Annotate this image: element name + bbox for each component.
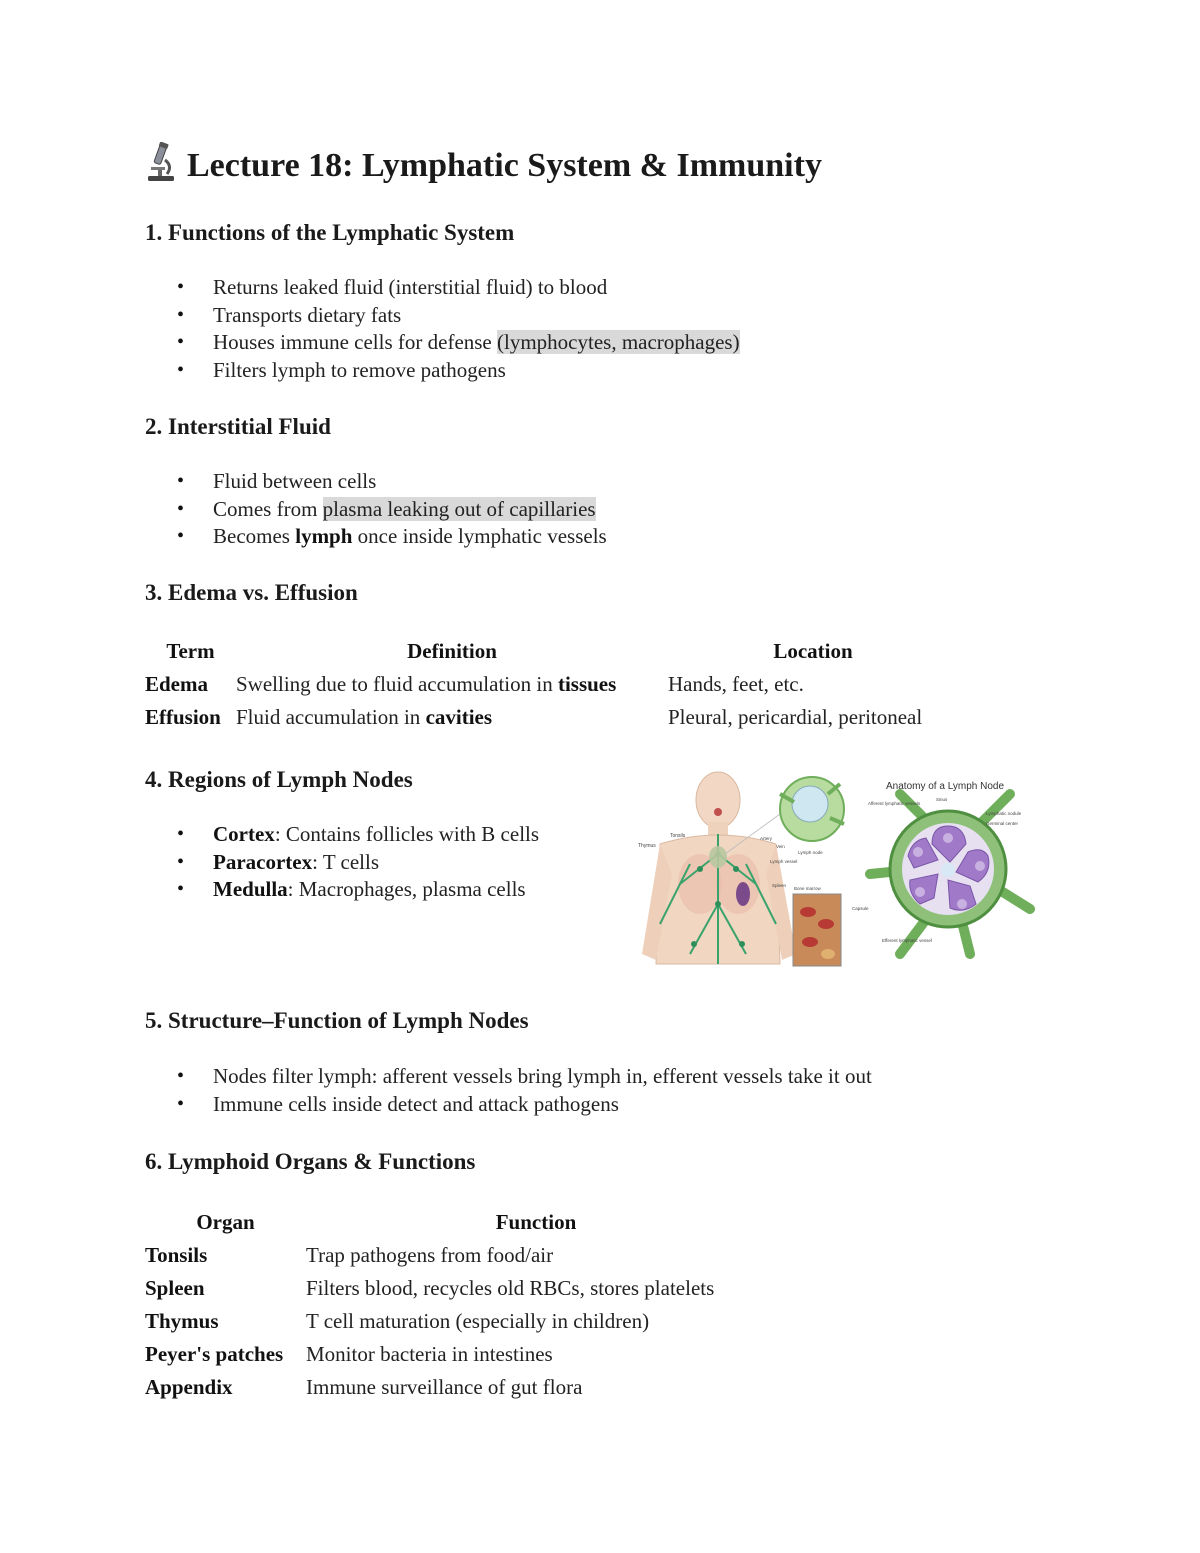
table-header-row (145, 1206, 766, 1239)
organ-cell: Tonsils (145, 1243, 208, 1267)
bold-term: tissues (557, 672, 617, 696)
item-text: once inside lymphatic vessels (352, 524, 607, 548)
function-cell: Immune surveillance of gut flora (306, 1375, 583, 1399)
section-1-heading: 1. Functions of the Lymphatic System (145, 220, 515, 245)
section-3-heading: 3. Edema vs. Effusion (145, 580, 358, 605)
figure-label: Bone marrow (794, 886, 821, 891)
microscope-icon (145, 142, 177, 182)
table-header: Term (166, 639, 215, 663)
figure-label: Vein (776, 844, 785, 849)
item-text: Houses immune cells for defense (213, 330, 498, 354)
cell-text: Swelling due to fluid accumulation in (236, 672, 558, 696)
section-6-heading: 6. Lymphoid Organs & Functions (145, 1149, 476, 1174)
figure-label: Artery (760, 836, 773, 841)
figure-label: Sinus (936, 797, 948, 802)
table-row (145, 1338, 766, 1371)
list-item: • Nodes filter lymph: afferent vessels bring lymph in, efferent vessels take it out (145, 1063, 872, 1091)
lymphoid-organs-table (145, 1206, 766, 1404)
table-header: Organ (196, 1210, 255, 1234)
bold-term: Paracortex (213, 849, 313, 874)
location-cell: Pleural, pericardial, peritoneal (668, 705, 923, 729)
list-item (145, 821, 539, 849)
section-1-list (145, 274, 740, 384)
figure-label: Germinal center (986, 821, 1019, 826)
bone-marrow-inset (793, 894, 841, 966)
item-text: Becomes (213, 524, 296, 548)
location-cell: Hands, feet, etc. (668, 672, 804, 696)
table-header-row (145, 635, 958, 668)
highlighted-text: plasma leaking out of capillaries (322, 496, 596, 521)
term-cell: Edema (145, 672, 208, 696)
section-2-heading: 2. Interstitial Fluid (145, 414, 331, 439)
bold-term: lymph (295, 524, 353, 548)
table-row (145, 701, 958, 734)
organ-cell: Peyer's patches (145, 1342, 284, 1366)
cell-text: Fluid accumulation in (236, 705, 426, 729)
function-cell: Filters blood, recycles old RBCs, stores platelets (306, 1276, 715, 1300)
item-text: : T cells (312, 849, 379, 874)
figure-label: Lymphatic nodule (986, 811, 1022, 816)
table-row (145, 668, 958, 701)
figure-label: Lymph node (798, 850, 823, 855)
table-header: Location (773, 639, 853, 663)
page-title (145, 138, 822, 194)
title-text: Lecture 18: Lymphatic System & Immunity (187, 147, 822, 184)
highlighted-text: (lymphocytes, macrophages) (497, 330, 740, 354)
function-cell: Monitor bacteria in intestines (306, 1342, 553, 1366)
list-item (145, 329, 740, 357)
item-text: Comes from (213, 496, 323, 521)
list-item: • Filters lymph to remove pathogens (145, 357, 740, 385)
bold-term: Cortex (213, 822, 275, 846)
list-item: • Returns leaked fluid (interstitial fluid) to blood (145, 274, 740, 302)
figure-label: Spleen (772, 883, 787, 888)
bold-term: cavities (425, 705, 493, 729)
lymph-node-anatomy-figure (630, 764, 1040, 974)
item-text: : Macrophages, plasma cells (287, 877, 526, 901)
list-item (145, 849, 539, 877)
section-5-list (145, 1063, 872, 1118)
figure-label: Thymus (638, 843, 656, 849)
section-5-heading: 5. Structure–Function of Lymph Nodes (145, 1008, 529, 1033)
function-cell: T cell maturation (especially in children) (306, 1309, 650, 1333)
section-2-list (145, 468, 607, 551)
figure-label: Capsule (852, 906, 869, 911)
function-cell: Trap pathogens from food/air (306, 1243, 554, 1267)
table-row (145, 1272, 766, 1305)
list-item: • Fluid between cells (145, 468, 607, 496)
figure-label: Lymph vessel (770, 859, 798, 864)
list-item: • Transports dietary fats (145, 302, 740, 330)
figure-label: Tonsils (670, 833, 686, 839)
list-item: • Immune cells inside detect and attack pathogens (145, 1091, 872, 1119)
organ-cell: Spleen (145, 1276, 205, 1300)
edema-effusion-table (145, 635, 958, 734)
lymph-node-cross-section (870, 794, 1030, 954)
bold-term: Medulla (213, 877, 288, 901)
term-cell: Effusion (145, 705, 221, 729)
item-text: : Contains follicles with B cells (274, 822, 540, 846)
organ-cell: Appendix (145, 1375, 233, 1399)
section-4-list (145, 821, 539, 904)
figure-label: Afferent lymphatic vessels (868, 801, 921, 806)
figure-title: Anatomy of a Lymph Node (886, 781, 1005, 792)
table-row (145, 1371, 766, 1404)
definition-cell (236, 701, 668, 734)
list-item (145, 876, 539, 904)
organ-cell: Thymus (145, 1309, 219, 1333)
definition-cell (236, 668, 668, 701)
section-4-heading: 4. Regions of Lymph Nodes (145, 767, 413, 792)
table-header: Definition (407, 639, 497, 663)
table-row (145, 1305, 766, 1338)
figure-label: Efferent lymphatic vessel (882, 938, 932, 943)
table-row (145, 1239, 766, 1272)
table-header: Function (495, 1210, 577, 1234)
list-item (145, 496, 607, 524)
list-item (145, 523, 607, 551)
torso-illustration (642, 772, 796, 964)
